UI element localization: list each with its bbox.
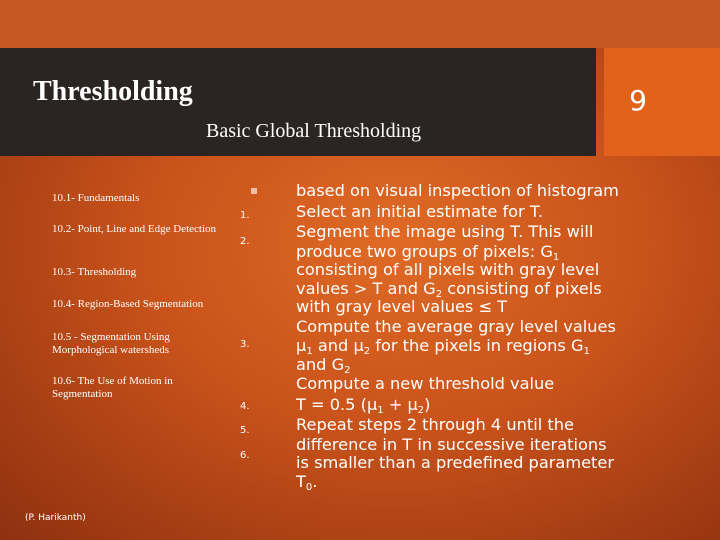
step-6-line: difference in T in successive iterations <box>296 434 607 454</box>
step-2-part: values > T and G <box>296 278 436 298</box>
step-marker: 1. <box>240 210 250 221</box>
step-3-line: Compute the average gray level values <box>296 316 616 336</box>
subscript: 1 <box>583 346 590 357</box>
step-2-line: with gray level values ≤ T <box>296 297 508 316</box>
step-5-text <box>296 395 656 416</box>
step-marker: 3. <box>240 339 250 350</box>
nav-item-thresholding[interactable]: 10.3- Thresholding <box>52 266 137 278</box>
step-5-part: T = 0.5 (μ <box>296 394 378 414</box>
step-6-line: is smaller than a predefined parameter <box>296 453 615 472</box>
subscript: 2 <box>417 404 425 416</box>
nav-item-fundamentals[interactable]: 10.1- Fundamentals <box>52 192 140 204</box>
step-2-line <box>296 280 656 299</box>
step-6-line <box>296 473 656 492</box>
top-band <box>0 0 720 48</box>
step-5-part: + μ <box>383 394 418 414</box>
author-footer: (P. Harikanth) <box>25 513 86 523</box>
bullet-square-icon <box>251 188 257 194</box>
step-4-text: Compute a new threshold value <box>296 374 555 393</box>
step-3-text <box>296 317 656 375</box>
subscript: 1 <box>306 346 313 357</box>
mu-symbol: μ <box>353 336 364 355</box>
step-6-part: T <box>296 471 306 491</box>
step-2-line <box>296 243 656 262</box>
step-3-part: and G <box>296 354 345 374</box>
step-3-part: for the pixels in regions G <box>370 336 584 355</box>
slide-number-box <box>604 48 720 156</box>
step-marker: 2. <box>240 236 250 247</box>
step-6-text <box>296 415 656 491</box>
nav-item-region-based[interactable]: 10.4- Region-Based Segmentation <box>52 298 204 310</box>
step-3-line <box>296 337 656 356</box>
subscript: 2 <box>435 288 443 300</box>
nav-item-point-line-edge[interactable]: 10.2- Point, Line and Edge Detection <box>52 223 217 235</box>
step-marker: 6. <box>240 450 250 461</box>
step-1-text: Select an initial estimate for T. <box>296 201 543 221</box>
mu-symbol: μ <box>296 336 307 355</box>
step-2-line: Segment the image using T. This will <box>296 222 594 241</box>
step-2-line: consisting of all pixels with gray level <box>296 260 600 279</box>
subscript: 1 <box>377 404 384 416</box>
step-marker: 4. <box>240 401 250 412</box>
step-3-line <box>296 356 656 375</box>
intro-text: based on visual inspection of histogram <box>296 181 619 200</box>
slide-title: Thresholding <box>33 76 193 107</box>
step-6-part: . <box>312 471 318 491</box>
step-2-part: produce two groups of pixels: G <box>296 241 553 261</box>
step-2-text <box>296 222 656 317</box>
step-2-part: consisting of pixels <box>442 278 602 298</box>
nav-item-watersheds[interactable]: 10.5 - Segmentation Using Morphological watersheds <box>52 331 170 356</box>
subscript: 0 <box>305 481 313 493</box>
subscript: 2 <box>344 364 351 376</box>
slide-number: 9 <box>629 84 647 117</box>
step-5-part: ) <box>424 394 431 414</box>
algorithm-steps <box>296 181 656 491</box>
slide-subtitle: Basic Global Thresholding <box>206 120 422 142</box>
step-marker: 5. <box>240 425 250 436</box>
step-3-part: and <box>312 336 354 355</box>
nav-item-motion[interactable]: 10.6- The Use of Motion in Segmentation <box>52 375 173 400</box>
subscript: 2 <box>363 346 371 357</box>
subscript: 1 <box>552 251 560 263</box>
step-6-line: Repeat steps 2 through 4 until the <box>296 415 574 434</box>
